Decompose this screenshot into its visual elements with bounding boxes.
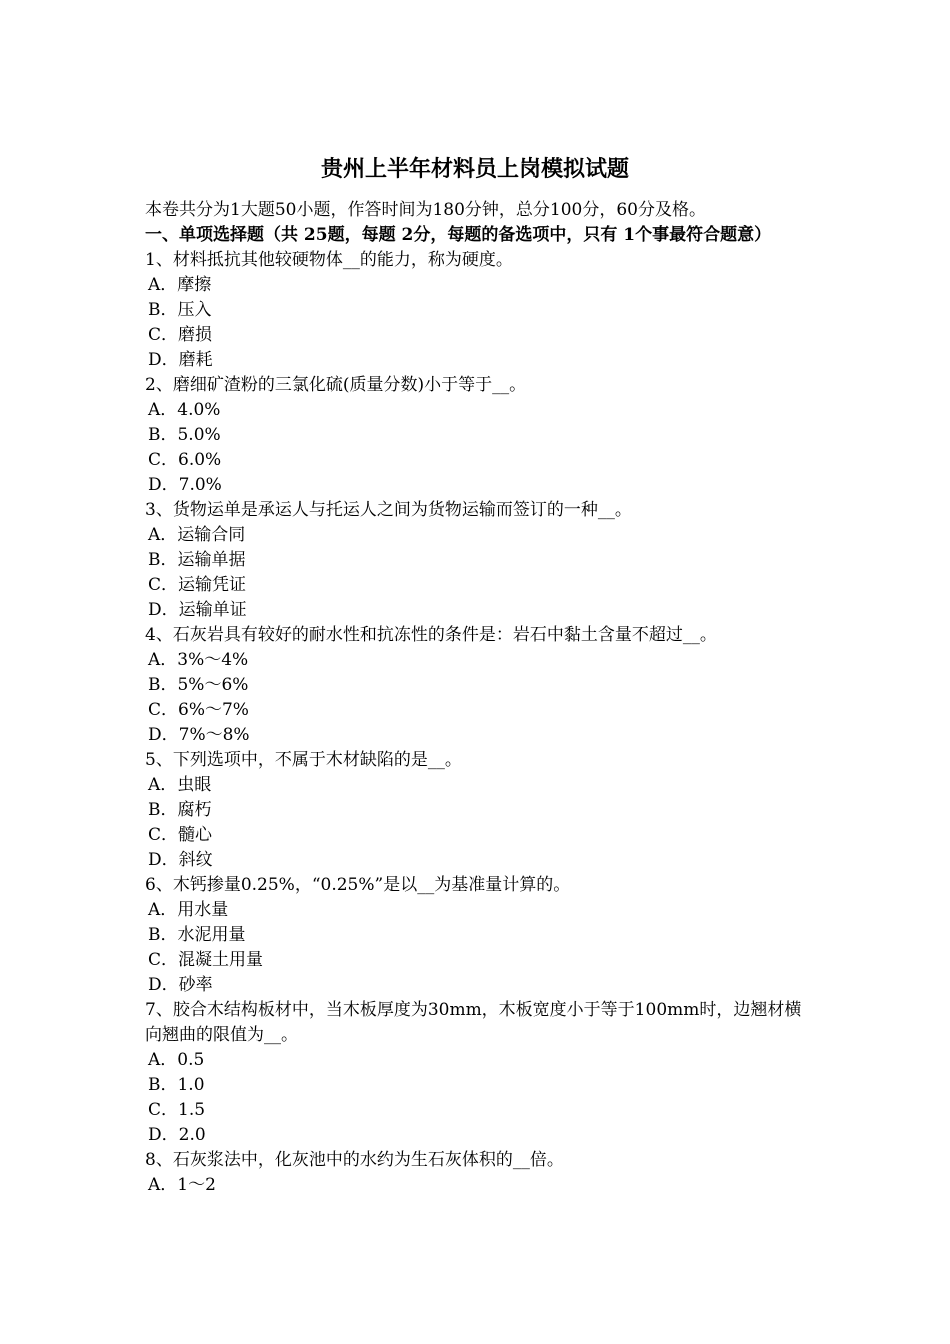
answer-option: A．0.5 bbox=[148, 1050, 205, 1070]
answer-option: C．髓心 bbox=[148, 825, 213, 845]
document-title: 贵州上半年材料员上岗模拟试题 bbox=[320, 156, 629, 182]
answer-option: C．混凝土用量 bbox=[148, 950, 264, 970]
answer-option: A．1～2 bbox=[148, 1175, 216, 1195]
answer-option: B．腐朽 bbox=[148, 800, 212, 820]
question-stem: 7、胶合木结构板材中，当木板厚度为30mm，木板宽度小于等于100mm时，边翘材横向翘曲的限值为__。 bbox=[145, 1000, 802, 1045]
document-body bbox=[145, 198, 813, 1198]
answer-option: A．运输合同 bbox=[148, 525, 246, 545]
answer-option: D．斜纹 bbox=[148, 850, 213, 870]
answer-option: B．5%～6% bbox=[148, 675, 249, 695]
answer-option: D．运输单证 bbox=[148, 600, 247, 620]
answer-option: B．1.0 bbox=[148, 1075, 205, 1095]
answer-option: C．运输凭证 bbox=[148, 575, 247, 595]
question-stem: 1、材料抵抗其他较硬物体__的能力，称为硬度。 bbox=[145, 250, 513, 270]
answer-option: D．7.0% bbox=[148, 475, 222, 495]
question-stem: 5、下列选项中，不属于木材缺陷的是__。 bbox=[145, 750, 462, 770]
question-stem: 3、货物运单是承运人与托运人之间为货物运输而签订的一种__。 bbox=[145, 500, 632, 520]
answer-option: D．磨耗 bbox=[148, 350, 213, 370]
answer-option: C．6.0% bbox=[148, 450, 222, 470]
answer-option: C．1.5 bbox=[148, 1100, 206, 1120]
answer-option: D．砂率 bbox=[148, 975, 213, 995]
answer-option: B．运输单据 bbox=[148, 550, 246, 570]
answer-option: B．压入 bbox=[148, 300, 212, 320]
question-stem: 8、石灰浆法中，化灰池中的水约为生石灰体积的__倍。 bbox=[145, 1150, 564, 1170]
question-stem: 6、木钙掺量0.25%，“0.25%”是以__为基准量计算的。 bbox=[145, 875, 571, 895]
answer-option: A．用水量 bbox=[148, 900, 229, 920]
answer-option: D．7%～8% bbox=[148, 725, 250, 745]
answer-option: A．摩擦 bbox=[148, 275, 212, 295]
answer-option: D．2.0 bbox=[148, 1125, 206, 1145]
answer-option: A．3%～4% bbox=[148, 650, 249, 670]
exam-intro: 本卷共分为1大题50小题，作答时间为180分钟，总分100分，60分及格。 bbox=[145, 200, 706, 220]
answer-option: C．磨损 bbox=[148, 325, 213, 345]
answer-option: B．5.0% bbox=[148, 425, 221, 445]
answer-option: A．4.0% bbox=[148, 400, 221, 420]
answer-option: C．6%～7% bbox=[148, 700, 249, 720]
answer-option: B．水泥用量 bbox=[148, 925, 246, 945]
question-stem: 2、磨细矿渣粉的三氯化硫(质量分数)小于等于__。 bbox=[145, 375, 527, 395]
answer-option: A．虫眼 bbox=[148, 775, 212, 795]
question-list bbox=[145, 248, 813, 1198]
question-stem: 4、石灰岩具有较好的耐水性和抗冻性的条件是：岩石中黏土含量不超过__。 bbox=[145, 625, 717, 645]
section-heading: 一、单项选择题（共 25题，每题 2分，每题的备选项中，只有 1个事最符合题意） bbox=[145, 225, 772, 245]
